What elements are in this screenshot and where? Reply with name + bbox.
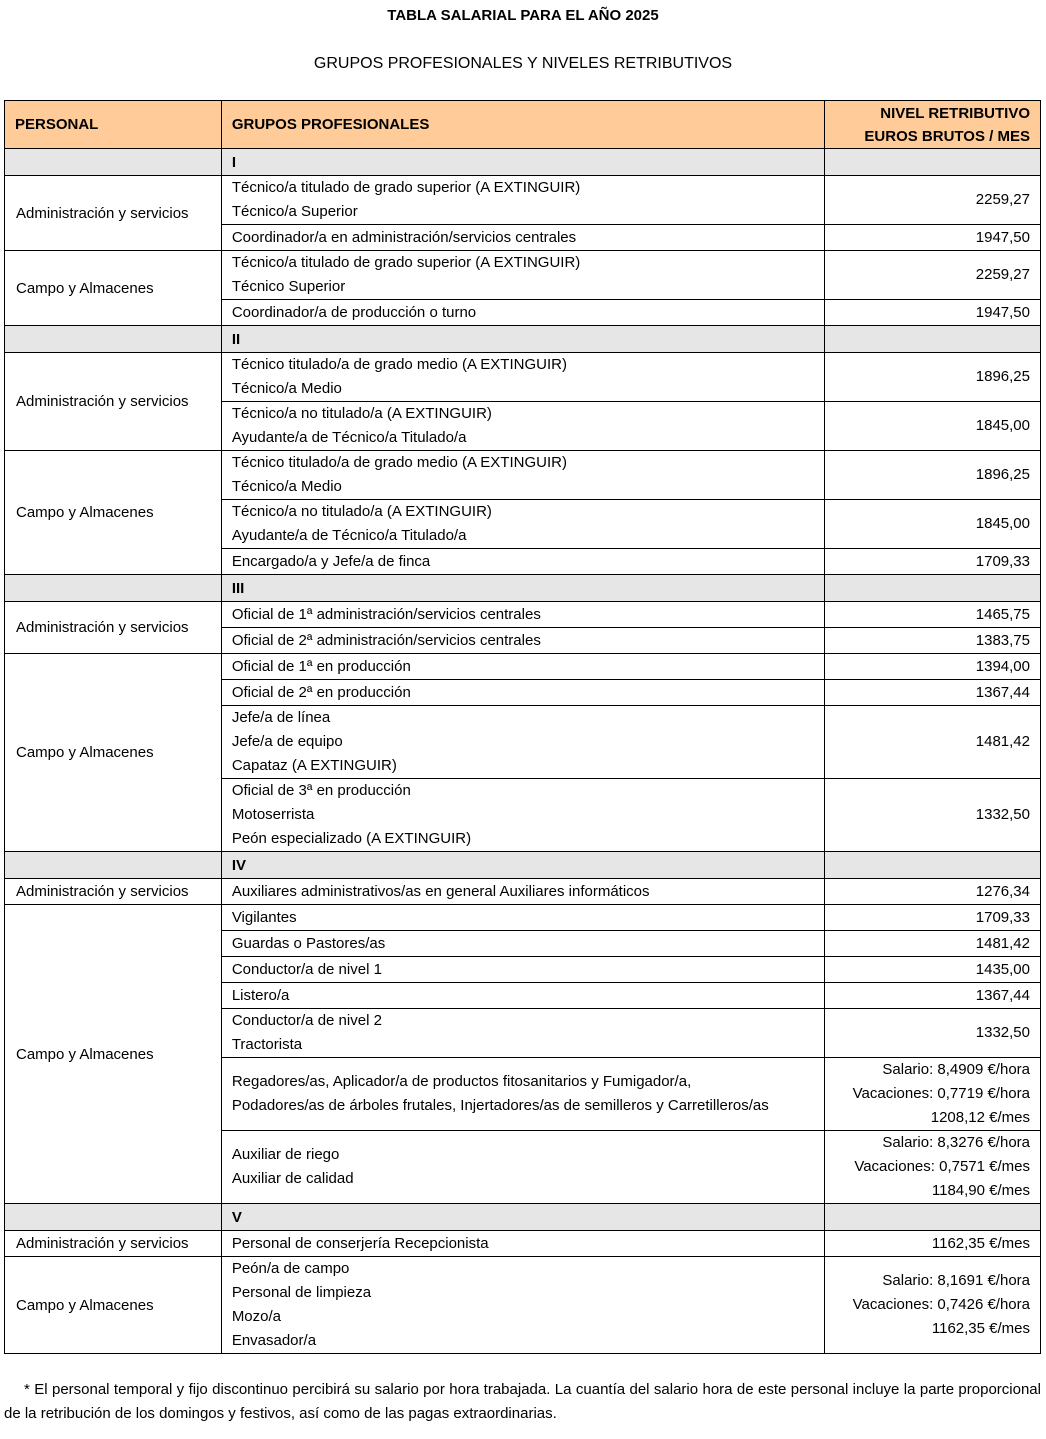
- table-row: [5, 251, 1041, 300]
- salary-line: 1465,75: [975, 605, 1030, 623]
- job-description: [221, 353, 824, 402]
- salary-value: [825, 957, 1041, 983]
- salary-value: [825, 1231, 1041, 1257]
- job-title: Oficial de 1ª en producción: [231, 657, 411, 675]
- job-description: [221, 931, 824, 957]
- group-empty-cell: [5, 149, 222, 176]
- job-title: Técnico/a titulado de grado superior (A EXTINGUIR): [231, 254, 581, 271]
- job-description: [221, 402, 824, 451]
- job-description: [221, 300, 824, 326]
- group-label: V: [221, 1204, 824, 1231]
- salary-value: [825, 176, 1041, 225]
- salary-line: 1367,44: [975, 683, 1030, 701]
- table-row: [5, 879, 1041, 905]
- job-description: [221, 628, 824, 654]
- job-title: Peón especializado (A EXTINGUIR): [231, 830, 472, 847]
- salary-value: [825, 931, 1041, 957]
- job-title: Encargado/a y Jefe/a de finca: [231, 552, 431, 570]
- table-row: [5, 176, 1041, 225]
- salary-value: [825, 905, 1041, 931]
- job-description: [221, 1231, 824, 1257]
- document-title: TABLA SALARIAL PARA EL AÑO 2025: [387, 7, 659, 24]
- job-description: [221, 251, 824, 300]
- personal-category: Campo y Almacenes: [5, 654, 222, 852]
- personal-category: Administración y servicios: [5, 1231, 222, 1257]
- salary-line: 1845,00: [975, 515, 1030, 532]
- job-description: [221, 500, 824, 549]
- personal-category: Administración y servicios: [5, 176, 222, 251]
- job-title: Podadores/as de árboles frutales, Injertadores/as de semilleros y Carretilleros/as: [231, 1097, 769, 1114]
- group-empty-cell: [5, 1204, 222, 1231]
- header-personal: PERSONAL: [5, 101, 222, 149]
- salary-line: 1332,50: [975, 1024, 1030, 1041]
- job-description: [221, 549, 824, 575]
- salary-line: 1947,50: [975, 303, 1030, 321]
- salary-line: 1383,75: [975, 631, 1030, 649]
- salary-value: [825, 983, 1041, 1009]
- personal-category: Campo y Almacenes: [5, 905, 222, 1204]
- table-row: [5, 353, 1041, 402]
- job-title: Personal de conserjería Recepcionista: [231, 1234, 489, 1252]
- table-row: [5, 1231, 1041, 1257]
- job-title: Motoserrista: [231, 806, 315, 823]
- group-row: [5, 1204, 1041, 1231]
- job-title: Vigilantes: [231, 908, 297, 926]
- job-description: [221, 176, 824, 225]
- job-title: Técnico Superior: [231, 278, 346, 295]
- table-row: [5, 451, 1041, 500]
- job-title: Jefe/a de equipo: [231, 733, 343, 750]
- table-header-row: [5, 101, 1041, 149]
- salary-line: Vacaciones: 0,7426 €/hora: [852, 1296, 1030, 1313]
- salary-line: 1184,90 €/mes: [931, 1182, 1030, 1199]
- job-title: Listero/a: [231, 986, 290, 1004]
- salary-line: 1896,25: [975, 368, 1030, 385]
- personal-category: Administración y servicios: [5, 879, 222, 905]
- job-title: Técnico/a no titulado/a (A EXTINGUIR): [231, 405, 492, 422]
- job-title: Peón/a de campo: [231, 1260, 350, 1277]
- job-title: Jefe/a de línea: [231, 709, 331, 726]
- job-title: Oficial de 1ª administración/servicios centrales: [231, 605, 541, 623]
- salary-value: [825, 1131, 1041, 1204]
- salary-value: [825, 353, 1041, 402]
- footnote: [4, 1378, 1041, 1426]
- header-nivel-line2: EUROS BRUTOS / MES: [864, 127, 1030, 145]
- job-description: [221, 602, 824, 628]
- group-label: IV: [221, 852, 824, 879]
- job-title: Oficial de 2ª administración/servicios centrales: [231, 631, 541, 649]
- job-title: Envasador/a: [231, 1332, 317, 1349]
- group-empty-cell: [825, 326, 1041, 353]
- salary-line: 1435,00: [975, 960, 1030, 978]
- salary-value: [825, 300, 1041, 326]
- job-description: [221, 1257, 824, 1354]
- salary-value: [825, 500, 1041, 549]
- table-body: [5, 149, 1041, 1354]
- salary-value: [825, 225, 1041, 251]
- job-title: Ayudante/a de Técnico/a Titulado/a: [231, 527, 467, 544]
- salary-line: 1845,00: [975, 417, 1030, 434]
- salary-line: 1709,33: [975, 552, 1030, 570]
- job-title: Oficial de 2ª en producción: [231, 683, 411, 701]
- job-description: [221, 706, 824, 779]
- salary-line: 1896,25: [975, 466, 1030, 483]
- salary-line: 2259,27: [975, 191, 1030, 208]
- job-title: Técnico/a Medio: [231, 380, 342, 397]
- salary-line: 1208,12 €/mes: [930, 1109, 1030, 1126]
- salary-line: 1481,42: [975, 733, 1030, 750]
- personal-category: Administración y servicios: [5, 602, 222, 654]
- footnote-text: * El personal temporal y fijo discontinuo percibirá su salario por hora trabajada. La cuantía del salario hora de este personal incluye la parte proporcional de la retribución de los domingos y festivos, así como de las pagas extraordinarias.: [4, 1381, 1041, 1422]
- salary-line: Vacaciones: 0,7571 €/mes: [854, 1158, 1030, 1175]
- job-description: [221, 680, 824, 706]
- salary-line: 1162,35 €/mes: [931, 1320, 1030, 1337]
- salary-line: 1276,34: [975, 882, 1030, 900]
- group-row: [5, 852, 1041, 879]
- group-empty-cell: [5, 326, 222, 353]
- salary-line: 1367,44: [975, 986, 1030, 1004]
- job-title: Técnico/a Superior: [231, 203, 358, 220]
- salary-line: 1332,50: [975, 806, 1030, 823]
- salary-line: Salario: 8,1691 €/hora: [882, 1272, 1030, 1289]
- group-empty-cell: [825, 575, 1041, 602]
- salary-value: [825, 549, 1041, 575]
- group-empty-cell: [5, 852, 222, 879]
- table-row: [5, 1257, 1041, 1354]
- salary-value: [825, 602, 1041, 628]
- salary-value: [825, 680, 1041, 706]
- job-description: [221, 1131, 824, 1204]
- salary-line: Vacaciones: 0,7719 €/hora: [852, 1085, 1030, 1102]
- salary-value: [825, 879, 1041, 905]
- header-grupos: GRUPOS PROFESIONALES: [221, 101, 824, 149]
- job-title: Ayudante/a de Técnico/a Titulado/a: [231, 429, 467, 446]
- header-nivel-line1: NIVEL RETRIBUTIVO: [880, 104, 1030, 122]
- job-title: Tractorista: [231, 1036, 303, 1053]
- salary-value: [825, 706, 1041, 779]
- job-description: [221, 779, 824, 852]
- document-subtitle: GRUPOS PROFESIONALES Y NIVELES RETRIBUTIVOS: [313, 55, 733, 72]
- table-row: [5, 654, 1041, 680]
- job-title: Técnico/a titulado de grado superior (A EXTINGUIR): [231, 179, 581, 196]
- group-label: I: [221, 149, 824, 176]
- job-title: Conductor/a de nivel 2: [231, 1012, 382, 1029]
- salary-value: [825, 628, 1041, 654]
- group-label: II: [221, 326, 824, 353]
- header-nivel: [825, 101, 1041, 149]
- group-empty-cell: [5, 575, 222, 602]
- salary-line: 1394,00: [975, 657, 1030, 675]
- salary-line: 1709,33: [975, 908, 1030, 926]
- job-title: Técnico/a Medio: [231, 478, 342, 495]
- salary-line: 1162,35 €/mes: [931, 1234, 1030, 1252]
- salary-line: 1481,42: [975, 934, 1030, 952]
- salary-line: 2259,27: [975, 266, 1030, 283]
- table-row: [5, 905, 1041, 931]
- job-title: Técnico/a no titulado/a (A EXTINGUIR): [231, 503, 492, 520]
- job-description: [221, 225, 824, 251]
- salary-value: [825, 1257, 1041, 1354]
- job-title: Regadores/as, Aplicador/a de productos fitosanitarios y Fumigador/a,: [231, 1073, 692, 1090]
- job-title: Coordinador/a de producción o turno: [231, 303, 477, 321]
- job-title: Auxiliar de calidad: [231, 1170, 354, 1187]
- job-description: [221, 957, 824, 983]
- salary-table: [4, 100, 1041, 1354]
- job-description: [221, 654, 824, 680]
- job-description: [221, 451, 824, 500]
- salary-value: [825, 402, 1041, 451]
- job-description: [221, 905, 824, 931]
- job-title: Capataz (A EXTINGUIR): [231, 757, 397, 774]
- job-title: Oficial de 3ª en producción: [231, 782, 411, 799]
- group-row: [5, 326, 1041, 353]
- group-row: [5, 575, 1041, 602]
- job-title: Guardas o Pastores/as: [231, 934, 386, 952]
- group-empty-cell: [825, 149, 1041, 176]
- personal-category: Administración y servicios: [5, 353, 222, 451]
- job-title: Personal de limpieza: [231, 1284, 372, 1301]
- job-title: Técnico titulado/a de grado medio (A EXTINGUIR): [231, 356, 567, 373]
- job-description: [221, 1009, 824, 1058]
- salary-line: Salario: 8,4909 €/hora: [882, 1061, 1030, 1078]
- job-title: Mozo/a: [231, 1308, 282, 1325]
- job-title: Coordinador/a en administración/servicios centrales: [231, 228, 577, 246]
- salary-value: [825, 251, 1041, 300]
- personal-category: Campo y Almacenes: [5, 251, 222, 326]
- group-label: III: [221, 575, 824, 602]
- salary-line: Salario: 8,3276 €/hora: [882, 1134, 1030, 1151]
- salary-value: [825, 779, 1041, 852]
- personal-category: Campo y Almacenes: [5, 1257, 222, 1354]
- personal-category: Campo y Almacenes: [5, 451, 222, 575]
- job-description: [221, 879, 824, 905]
- job-title: Auxiliar de riego: [231, 1146, 340, 1163]
- salary-value: [825, 451, 1041, 500]
- salary-value: [825, 1009, 1041, 1058]
- salary-line: 1947,50: [975, 228, 1030, 246]
- table-row: [5, 602, 1041, 628]
- job-description: [221, 1058, 824, 1131]
- job-title: Técnico titulado/a de grado medio (A EXTINGUIR): [231, 454, 567, 471]
- job-description: [221, 983, 824, 1009]
- salary-value: [825, 654, 1041, 680]
- salary-value: [825, 1058, 1041, 1131]
- group-row: [5, 149, 1041, 176]
- group-empty-cell: [825, 852, 1041, 879]
- job-title: Conductor/a de nivel 1: [231, 960, 382, 978]
- job-title: Auxiliares administrativos/as en general Auxiliares informáticos: [231, 882, 650, 900]
- group-empty-cell: [825, 1204, 1041, 1231]
